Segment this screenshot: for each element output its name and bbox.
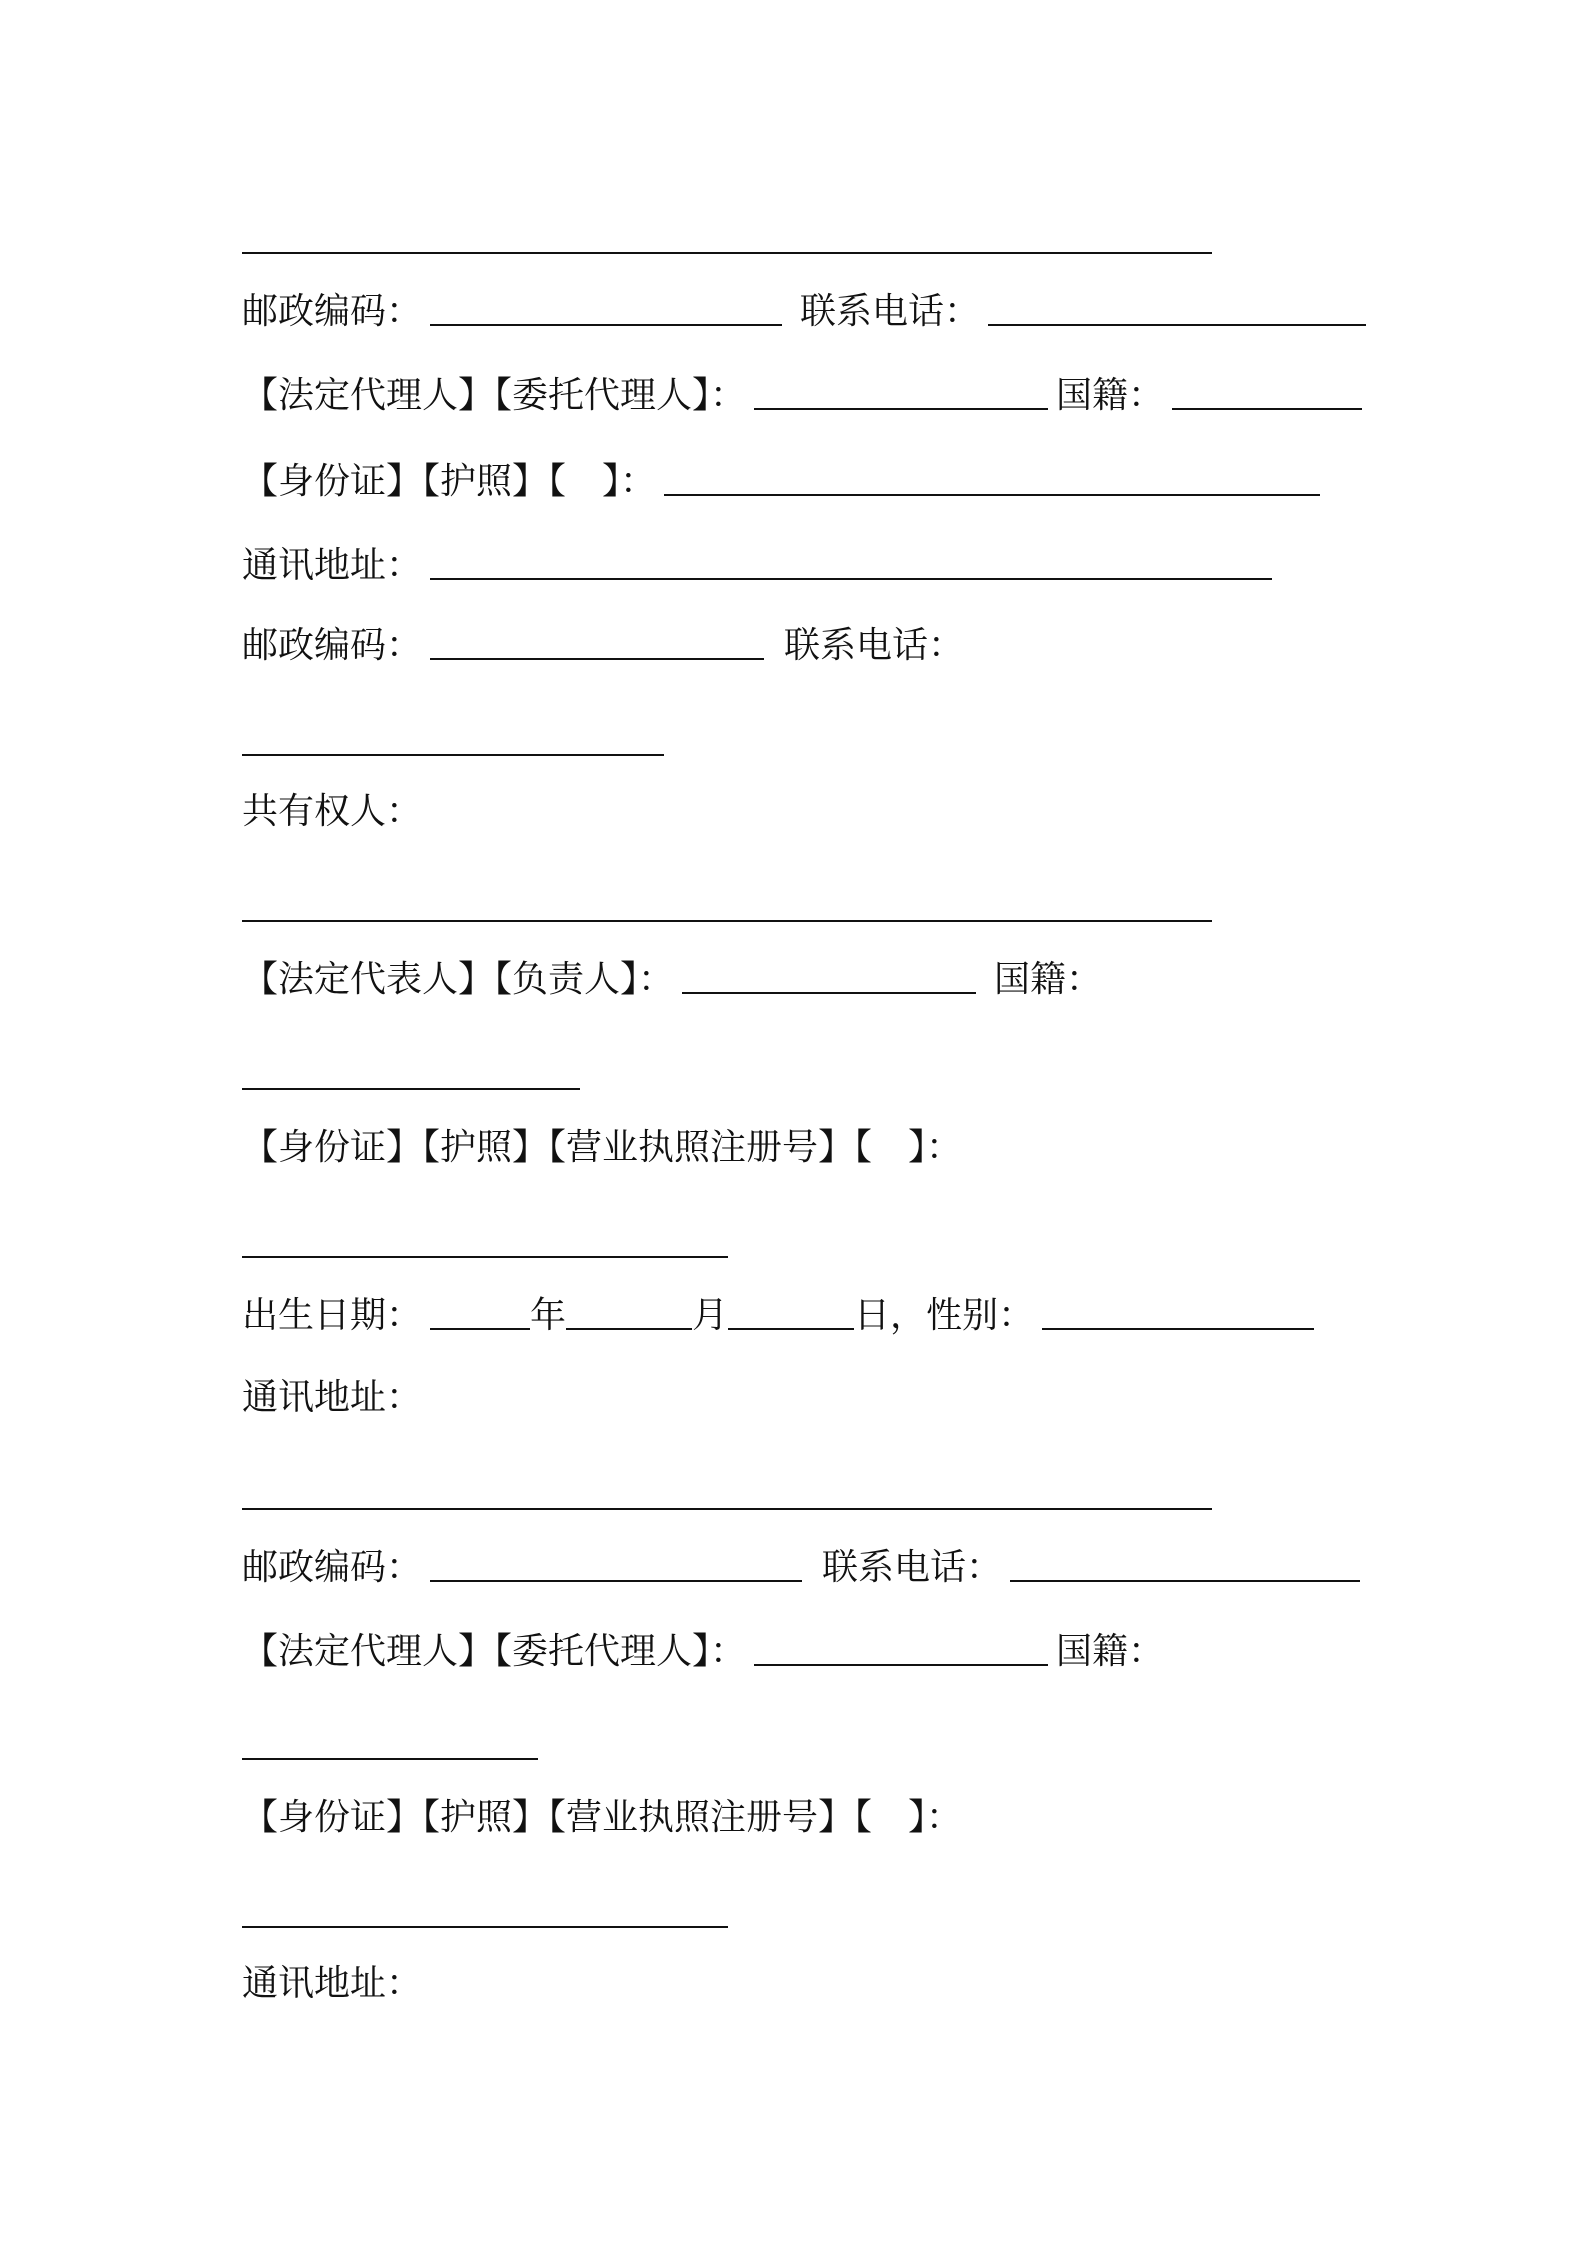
month-label: 月 (692, 1295, 729, 1336)
gender-label: 性别： (926, 1295, 1035, 1336)
address-blank (430, 578, 1272, 580)
id-license-blank (242, 1926, 728, 1928)
phone-label: 联系电话： (800, 291, 981, 332)
postal-code-label: 邮政编码： (242, 625, 423, 666)
id-blank (664, 494, 1320, 496)
agent-blank (754, 1664, 1048, 1666)
co-owner-blank (242, 920, 1212, 922)
address-row (242, 542, 1280, 590)
nationality-blank (242, 1758, 538, 1760)
nationality-label: 国籍： (1056, 1631, 1165, 1672)
phone-blank (242, 754, 664, 756)
nationality-blank (1172, 408, 1362, 410)
day-label: 日， (854, 1295, 927, 1336)
postal-code-blank (430, 324, 782, 326)
id-passport-label: 【身份证】【护照】【 (242, 461, 567, 502)
postal-code-label: 邮政编码： (242, 291, 423, 332)
nationality-label: 国籍： (1056, 375, 1165, 416)
id-license-blank (242, 1256, 728, 1258)
representative-blank (682, 992, 976, 994)
phone-label: 联系电话： (822, 1547, 1003, 1588)
year-label: 年 (530, 1295, 567, 1336)
phone-blank (1010, 1580, 1360, 1582)
birth-row (242, 1292, 1322, 1340)
address-label: 通讯地址： (242, 1963, 423, 2004)
bracket-close: 】： (602, 461, 657, 502)
bracket-close: 】： (908, 1127, 963, 1168)
agent-label: 【法定代理人】【委托代理人】： (242, 375, 747, 416)
phone-blank (988, 324, 1366, 326)
representative-row (242, 956, 1102, 1004)
birth-label: 出生日期： (242, 1295, 423, 1336)
birth-month-blank (566, 1328, 692, 1330)
co-owner-row (242, 788, 422, 836)
postal-code-blank (430, 1580, 802, 1582)
agent-blank (754, 408, 1048, 410)
address-blank (242, 1508, 1212, 1510)
postal-phone-row (242, 288, 1374, 336)
id-license-row-2 (242, 1794, 962, 1842)
gender-blank (1042, 1328, 1314, 1330)
bracket-close: 】： (908, 1797, 963, 1838)
phone-label: 联系电话： (784, 625, 965, 666)
id-license-label: 【身份证】【护照】【营业执照注册号】【 (242, 1127, 873, 1168)
address-label: 通讯地址： (242, 545, 423, 586)
address-row-3 (242, 1960, 422, 2008)
agent-row (242, 372, 1370, 420)
birth-year-blank (430, 1328, 530, 1330)
nationality-label: 国籍： (994, 959, 1103, 1000)
postal-phone-row-3 (242, 1544, 1368, 1592)
address-row-2 (242, 1374, 422, 1422)
co-owner-label: 共有权人： (242, 791, 423, 832)
postal-code-blank (430, 658, 764, 660)
agent-label: 【法定代理人】【委托代理人】： (242, 1631, 747, 1672)
blank-line (242, 252, 1212, 254)
nationality-blank (242, 1088, 580, 1090)
postal-code-label: 邮政编码： (242, 1547, 423, 1588)
id-license-row (242, 1124, 962, 1172)
id-row (242, 458, 1328, 506)
address-label: 通讯地址： (242, 1377, 423, 1418)
postal-phone-row-2 (242, 622, 964, 670)
birth-day-blank (728, 1328, 854, 1330)
agent-row-2 (242, 1628, 1164, 1676)
id-license-label: 【身份证】【护照】【营业执照注册号】【 (242, 1797, 873, 1838)
representative-label: 【法定代表人】【负责人】： (242, 959, 675, 1000)
